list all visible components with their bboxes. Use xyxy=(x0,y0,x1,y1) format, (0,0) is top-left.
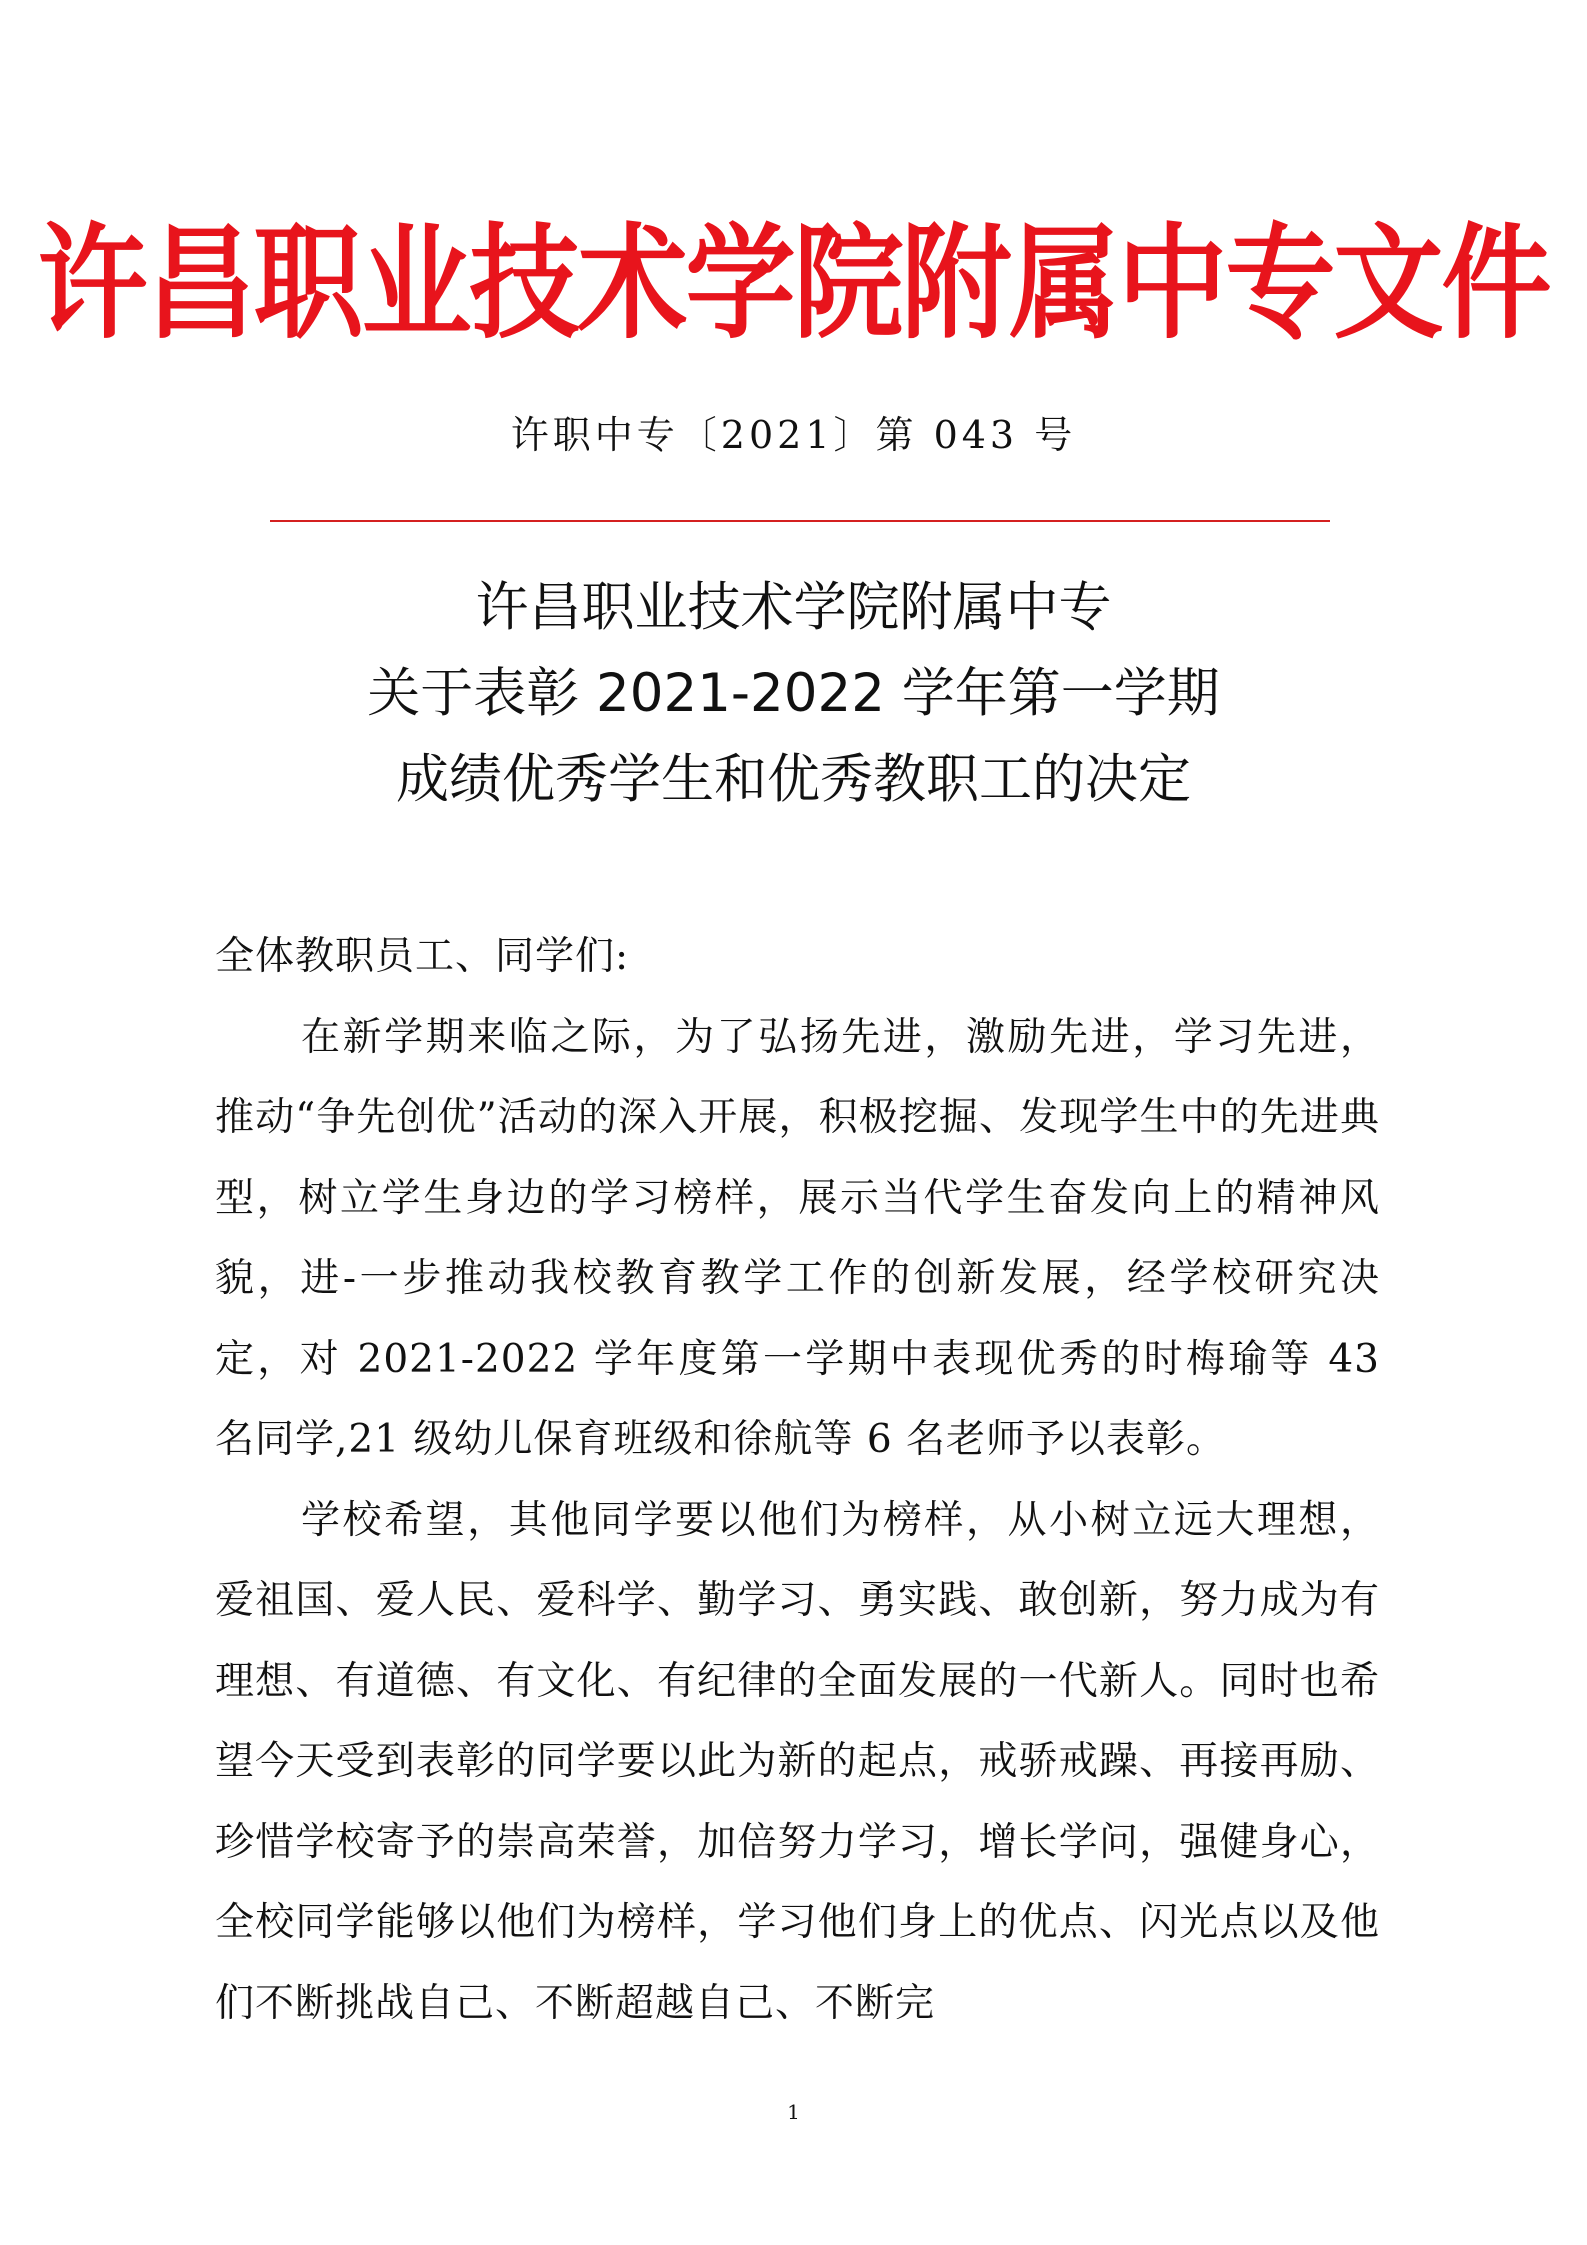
red-divider-rule xyxy=(270,520,1330,522)
body-paragraph: 在新学期来临之际，为了弘扬先进，激励先进，学习先进，推动“争先创优”活动的深入开展，积极挖掘、发现学生中的先进典型，树立学生身边的学习榜样，展示当代学生奋发向上的精神风貌，进-一步推动我校教育教学工作的创新发展，经学校研究决定，对 2021-2022 学年度第一学期中表现优秀的时梅瑜等 43 名同学,21 级幼儿保育班级和徐航等 6 名老师予以表彰。 xyxy=(215,1014,1380,1462)
document-number: 许职中专〔2021〕第 043 号 xyxy=(510,413,1077,457)
document-title xyxy=(0,565,1587,823)
document-masthead: 许昌职业技术学院附属中专文件 xyxy=(37,211,1550,356)
title-line: 许昌职业技术学院附属中专 xyxy=(475,577,1112,638)
document-body xyxy=(215,917,1380,2044)
body-paragraph: 学校希望，其他同学要以他们为榜样，从小树立远大理想，爱祖国、爱人民、爱科学、勤学习、勇实践、敢创新，努力成为有理想、有道德、有文化、有纪律的全面发展的一代新人。同时也希望今天受到表彰的同学要以此为新的起点，戒骄戒躁、再接再励、珍惜学校寄予的崇高荣誉，加倍努力学习，增长学问，强健身心，全校同学能够以他们为榜样，学习他们身上的优点、闪光点以及他们不断挑战自己、不断超越自己、不断完 xyxy=(215,1497,1380,2026)
title-line: 关于表彰 2021-2022 学年第一学期 xyxy=(367,663,1220,724)
title-line: 成绩优秀学生和优秀教职工的决定 xyxy=(396,749,1191,810)
page-number: 1 xyxy=(787,2100,800,2124)
salutation: 全体教职员工、同学们: xyxy=(215,934,630,979)
